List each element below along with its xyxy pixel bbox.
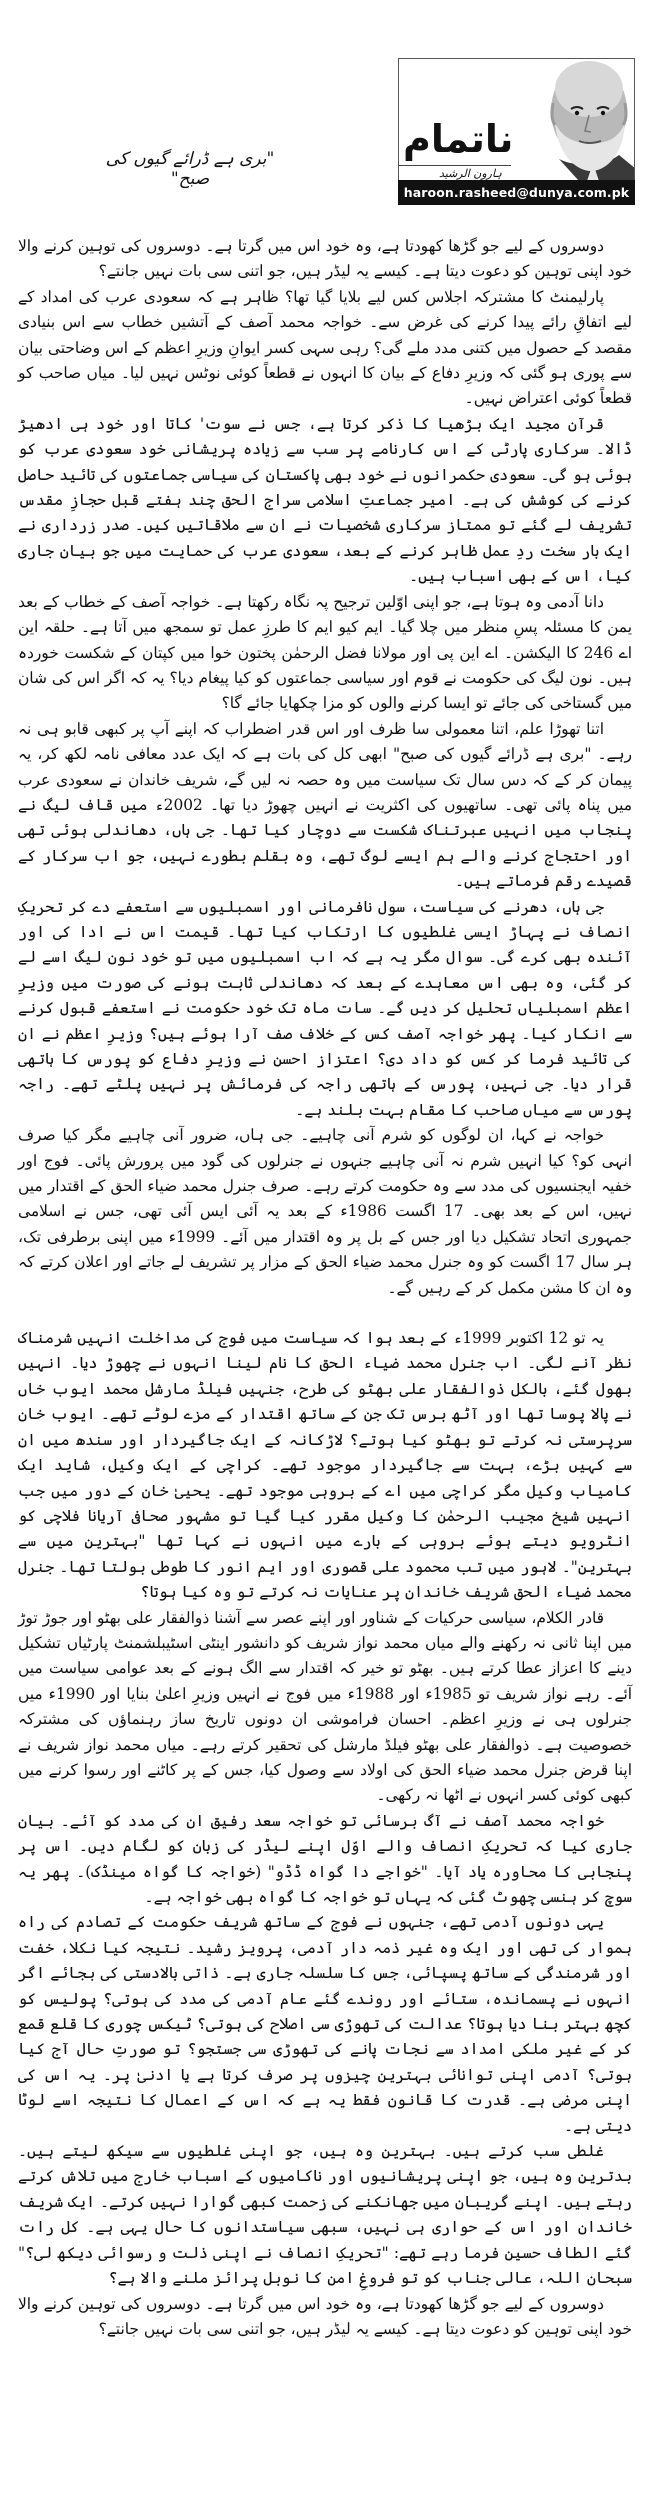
author-name: ہارون الرشید — [439, 167, 502, 180]
paragraph: خواجہ محمد آصف نے آگ برسائی تو خواجہ سعد رفیق ان کی مدد کو آئے۔ بیان جاری کیا کہ تحریکِ انصاف والے اوّل اپنے لیڈر کی زبان کو لگام دیں۔ اس پر پنجابی کا محاورہ یاد آیا۔ "خواجے دا گواہ ڈڈو" (خواجہ کا گواہ مینڈک)۔ پھر یہ سوچ کر ہنسی چھوٹ گئی کہ یہاں تو خواجہ کا گواہ بھی خواجہ ہے۔ — [18, 1811, 632, 1906]
author-portrait — [519, 59, 635, 180]
column-name: ناتمام — [403, 117, 514, 161]
paragraph: یہ تو 12 اکتوبر 1999ء کے بعد ہوا کہ سیاست میں فوج کی مداخلت انہیں شرمناک نظر آنے لگی۔ اب جنرل محمد ضیاء الحق کا نام لینا انہوں نے چھوڑ دیا۔ انہیں بھول گئے، بالکل ذوالفقار علی بھٹو کی طرح، جنہیں فیلڈ مارشل محمد ایوب خاں نے پالا پوسا تھا اور آٹھ برس تک جن کے ساتھ اقتدار کے مزے لوٹے تھے۔ ایوب خان سرپرستی نہ کرتے تو بھٹو کیا ہوتے؟ لاڑکانہ کے ایک جاگیردار اور سندھ میں ان سے کہیں بڑے، بہت سے جاگیردار موجود تھے۔ کراچی کے ایک وکیل، شاید ایک کامیاب وکیل مگر کراچی میں اے کے بروہی موجود تھے۔ یحییٰ خان کے دور میں جب انہیں شیخ مجیب الرحمٰن کا وکیل مقرر کیا گیا تو مشہور صحافی آریانا فلاچی کو انٹرویو دیتے ہوئے بروہی کے بارے میں انہوں نے کہا تھا "بہترین میں سے بہترین"۔ لاہور میں تب محمود علی قصوری اور ایم انور کا طوطی بولتا تھا۔ جنرل محمد ضیاء الحق شریف خاندان پر عنایات نہ کرتے تو وہ کیا ہوتا؟ — [18, 1329, 632, 1602]
paragraph: قادر الکلام، سیاسی حرکیات کے شناور اور اپنے عصر سے آشنا ذوالفقار علی بھٹو اور جوڑ توڑ میں اپنا ثانی نہ رکھنے والے میاں محمد نواز شریف کو دانشور اینٹی اسٹیبلشمنٹ پارٹیاں تشکیل دینے کا اعزاز عطا کرتے ہیں۔ بھٹو تو خیر کہ اقتدار سے الگ ہونے کے بعد عوامی سیاست میں آئے۔ رہے نواز شریف تو 1985ء اور 1988ء میں فوج نے انہیں وزیرِ اعلیٰ بنایا اور 1990ء میں جنرلوں ہی نے وزیرِ اعظم۔ احسان فراموشی ان دونوں تاریخ ساز رہنماؤں کی مشترکہ خصوصیت ہے۔ ذوالفقار علی بھٹو فیلڈ مارشل کی تحقیر کرتے رہے۔ میاں محمد نواز شریف نے اپنا قرض جنرل محمد ضیاء الحق کی اولاد سے وصول کیا، جس کے پر کاٹنے اور رسوا کرنے میں کبھی کوئی کسر انہوں نے اٹھا نہ رکھی۔ — [18, 1608, 632, 1805]
paragraph: دوسروں کے لیے جو گڑھا کھودتا ہے، وہ خود اس میں گرتا ہے۔ دوسروں کی توہین کرنے والا خود اپنی توہین کو دعوت دیتا ہے۔ کیسے یہ لیڈر ہیں، جو اتنی سی بات نہیں جانتے؟ — [18, 2294, 632, 2338]
paragraph: دانا آدمی وہ ہوتا ہے، جو اپنی اوّلین ترجیح پہ نگاہ رکھتا ہے۔ خواجہ آصف کے خطاب کے بعد یمن کا مسئلہ پسِ منظر میں چلا گیا۔ ایم کیو ایم کا طرزِ عمل تو سمجھ میں آتا ہے۔ حلقہ این اے 246 کا الیکشن۔ اے این پی اور مولانا فضل الرحمٰن پختون خوا میں کپتان کے شکست خوردہ ہیں۔ نون لیگ کی حکومت نے قوم اور سیاسی جماعتوں کو کیا پیغام دیا؟ یہ کہ اگر اس کی شان میں گستاخی کی جائے تو ایسا کرنے والوں کو مزا چکھایا جائے گا؟ — [18, 592, 632, 713]
paragraph: قرآنِ مجید ایک بڑھیا کا ذکر کرتا ہے، جس نے سوت' کاتا اور خود ہی ادھیڑ ڈالا۔ سرکاری پارٹی کے اس کارنامے پر سب سے زیادہ پریشانی خود سعودی عرب کو ہوئی ہو گی۔ سعودی حکمرانوں نے خود بھی پاکستان کی سیاسی جماعتوں کی تائید حاصل کرنے کی کوشش کی ہے۔ امیر جماعتِ اسلامی سراج الحق چند ہفتے قبل حجازِ مقدس تشریف لے گئے تو ممتاز سرکاری شخصیات نے ان سے ملاقاتیں کیں۔ صدر زرداری نے ایک بار سخت ردِ عمل ظاہر کرنے کے بعد، سعودی عرب کی حمایت میں جو بیان جاری کیا، اس کے بھی اسباب ہیں۔ — [18, 414, 632, 586]
paragraph: پارلیمنٹ کا مشترکہ اجلاس کس لیے بلایا گیا تھا؟ ظاہر ہے کہ سعودی عرب کی امداد کے لیے اتفاقِ رائے پیدا کرنے کی غرض سے۔ خواجہ محمد آصف کے آتشیں خطاب سے اس بنیادی مقصد کے حصول میں کتنی مدد ملے گی؟ رہی سہی کسر ایوانِ وزیرِ اعظم کے اس وضاحتی بیان سے پوری ہو گئی کہ وزیرِ دفاع کے بیان کا انہوں نے قطعاً کوئی نوٹس نہیں لیا۔ میاں صاحب کو قطعاً کوئی اعتراض نہیں۔ — [18, 287, 632, 408]
paragraph: اتنا تھوڑا علم، اتنا معمولی سا ظرف اور اس قدر اضطراب کہ اپنے آپ پر کبھی قابو ہی نہ رہے۔ "بری ہے ڈرائے گیوں کی صبح" ابھی کل کی بات ہے کہ ایک عدد معافی نامہ لکھ کر، یہ پیمان کر کے کہ دس سال تک سیاست میں وہ حصہ نہ لیں گے، شریف خاندان نے سعودی عرب میں پناہ پائی تھی۔ ساتھیوں کی اکثریت نے انہیں چھوڑ دیا تھا۔ 2002ء میں قاف لیگ نے پنجاب میں انہیں عبرتناک شکست سے دوچار کیا تھا۔ جی ہاں، دھاندلی ہوئی تھی اور احتجاج کرنے والے ہم ایسے لوگ تھے، وہ بقلم بطورے نہیں، جو اب سرکار کے قصیدے رقم فرماتے ہیں۔ — [18, 719, 632, 891]
paragraph: غلطی سب کرتے ہیں۔ بہترین وہ ہیں، جو اپنی غلطیوں سے سیکھ لیتے ہیں۔ بدترین وہ ہیں، جو اپنی پریشانیوں اور ناکامیوں کے اسباب خارج میں تلاش کرتے رہتے ہیں۔ اپنے گریبان میں جھانکنے کی زحمت کبھی گوارا نہیں کرتے۔ ایک شریف خاندان اور اس کے حواری ہی نہیں، سبھی سیاستدانوں کا حال یہی ہے۔ کل رات گئے الطاف حسین فرما رہے تھے: "تحریکِ انصاف نے اپنی ذلت و رسوائی دیکھ لی؟" سبحان اللہ، عالی جناب کو تو فروغِ امن کا نوبل پرائز ملنے والا ہے؟ — [18, 2142, 632, 2288]
article-body — [18, 234, 632, 2342]
article-title: "بری ہے ڈرائے گیوں کی صبح" — [105, 149, 275, 189]
paragraph: یہی دونوں آدمی تھے، جنہوں نے فوج کے ساتھ شریف حکومت کے تصادم کی راہ ہموار کی تھی اور ایک وہ غیر ذمہ دار آدمی، پرویز رشید۔ نتیجہ کیا نکلا، خفت اور شرمندگی کے ساتھ پسپائی، جس کا سلسلہ جاری ہے۔ ذاتی بالادستی کی بجائے اگر انہوں نے پسماندہ، ستائے اور روندے گئے عام آدمی کی مدد کی ہوتی؟ پولیس کو کچھ بہتر بنا دیا ہوتا؟ عدالت کی تھوڑی سی اصلاح کی ہوتی؟ ٹیکس چوری کا قلع قمع کر کے غیر ملکی امداد سے نجات پانے کی تھوڑی سی جستجو؟ تو صورتِ حال آج کیا ہوتی؟ آدمی اپنی توانائی بہترین چیزوں پر صرف کرتا ہے یا ادنیٰ پر۔ یہ اس کی اپنی مرضی ہے۔ قدرت کا قانون فقط یہ ہے کہ اس کے اعمال کا نتیجہ اسے لوٹا دیتی ہے۔ — [18, 1913, 632, 2135]
columnist-badge — [398, 58, 635, 205]
paragraph: خواجہ نے کہا، ان لوگوں کو شرم آنی چاہیے۔ جی ہاں، ضرور آنی چاہیے مگر کیا صرف انہی کو؟ کیا انہیں شرم نہ آنی چاہیے جنہوں نے جنرلوں کی گود میں پرورش پائی۔ فوج اور خفیہ ایجنسیوں کی مدد سے وہ حکومت کرتے رہے۔ صرف جنرل محمد ضیاء الحق کے اقتدار میں نہیں، اس کے بعد بھی۔ 17 اگست 1986ء کے بعد یہ آئی ایس آئی تھی، جس نے اسلامی جمہوری اتحاد تشکیل دیا اور جس کے بل پر وہ اقتدار میں آئے۔ 1999ء میں اپنی برطرفی تک، ہر سال 17 اگست کو وہ جنرل محمد ضیاء الحق کے مزار پر تشریف لے جاتے اور اعلان کرتے کہ وہ ان کا مشن مکمل کر کے رہیں گے۔ — [18, 1126, 632, 1297]
paragraph: دوسروں کے لیے جو گڑھا کھودتا ہے، وہ خود اس میں گرتا ہے۔ دوسروں کی توہین کرنے والا خود اپنی توہین کو دعوت دیتا ہے۔ کیسے یہ لیڈر ہیں، جو اتنی سی بات نہیں جانتے؟ — [18, 237, 632, 281]
paragraph: جی ہاں، دھرنے کی سیاست، سول نافرمانی اور اسمبلیوں سے استعفے دے کر تحریکِ انصاف نے پہاڑ ایسی غلطیوں کا ارتکاب کیا تھا۔ قیمت اس نے ادا کی اور آئندہ بھی کرے گی۔ سوال مگر یہ ہے کہ اب اسمبلیوں میں تو خود نون لیگ اسے لے کر گئی، وہ بھی اس معاہدے کے بعد کہ دھاندلی ثابت ہونے کی صورت میں وزیرِ اعظم اسمبلیاں تحلیل کر دیں گے۔ سات ماہ تک خود حکومت نے استعفے قبول کرنے سے انکار کیا۔ پھر خواجہ آصف کس کے خلاف صف آرا ہوئے ہیں؟ وزیرِ اعظم نے ان کی تائید فرما کر کس کو داد دی؟ اعتزاز احسن نے وزیرِ دفاع کو پورس کا ہاتھی قرار دیا۔ جی نہیں، پورس کے ہاتھی راجہ کی فرمائش پر نہیں پلٹے تھے۔ راجہ پورس سے میاں صاحب کا مقام بہت بلند ہے۔ — [18, 897, 632, 1119]
column-divider — [399, 165, 511, 166]
badge-frame — [398, 58, 635, 180]
author-email[interactable]: haroon.rasheed@dunya.com.pk — [398, 180, 635, 205]
article-header — [0, 0, 650, 230]
